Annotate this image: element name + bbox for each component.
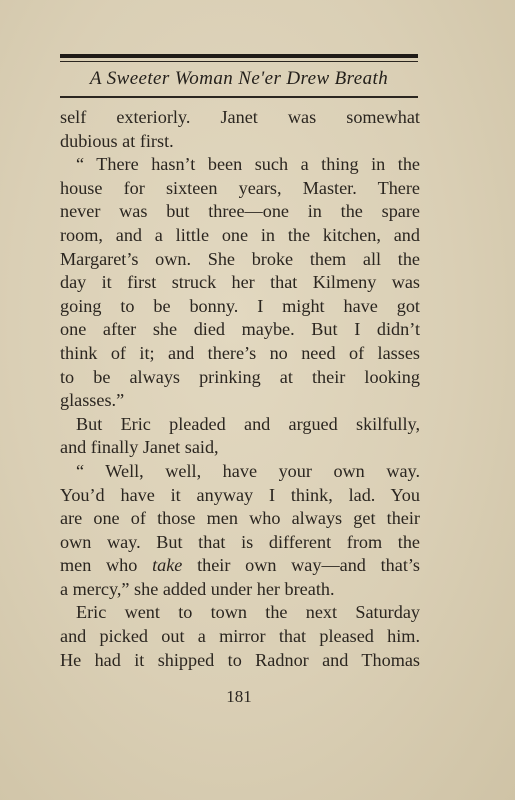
text-line: You’d have it anyway I think, lad. You — [60, 484, 420, 505]
text-line: He had it shipped to Radnor and Thomas — [60, 649, 420, 670]
text-line: Eric went to town the next Saturday — [76, 602, 420, 623]
text-line: going to be bonny. I might have got — [60, 295, 420, 316]
header-rule-under — [60, 96, 418, 98]
body-text — [60, 106, 420, 672]
text-line: to be always prinking at their looking — [60, 366, 420, 387]
text-line: a mercy,” she added under her breath. — [60, 578, 335, 599]
text-fragment: men who — [60, 555, 138, 576]
text-line: house for sixteen years, Master. There — [60, 177, 420, 198]
header-rule-thin — [60, 61, 418, 62]
text-line: own way. But that is different from the — [60, 531, 420, 552]
header-rule-thick — [60, 54, 418, 58]
text-line: day it first struck her that Kilmeny was — [60, 272, 420, 293]
text-line: are one of those men who always get their — [60, 508, 420, 529]
text-line: But Eric pleaded and argued skilfully, — [76, 413, 420, 434]
text-line: glasses.” — [60, 390, 125, 411]
text-line: self exteriorly. Janet was somewhat — [60, 107, 420, 127]
text-fragment: their own way—and that’s — [197, 555, 421, 576]
text-line: Margaret’s own. She broke them all the — [60, 248, 420, 269]
text-line: “ Well, well, have your own way. — [76, 460, 420, 481]
text-line: one after she died maybe. But I didn’t — [60, 319, 420, 340]
text-line: think of it; and there’s no need of lasses — [60, 342, 420, 363]
emphasis-word: take — [152, 555, 183, 576]
running-head: A Sweeter Woman Ne'er Drew Breath — [89, 68, 389, 89]
text-line: and picked out a mirror that pleased him. — [60, 626, 420, 647]
text-line: never was but three—one in the spare — [60, 201, 420, 222]
text-line: and finally Janet said, — [60, 437, 219, 458]
text-line: dubious at first. — [60, 130, 174, 151]
page-number: 181 — [226, 687, 252, 706]
text-line: “ There hasn’t been such a thing in the — [76, 154, 420, 175]
text-line: room, and a little one in the kitchen, and — [60, 224, 420, 245]
text-line-with-emphasis — [60, 554, 420, 578]
